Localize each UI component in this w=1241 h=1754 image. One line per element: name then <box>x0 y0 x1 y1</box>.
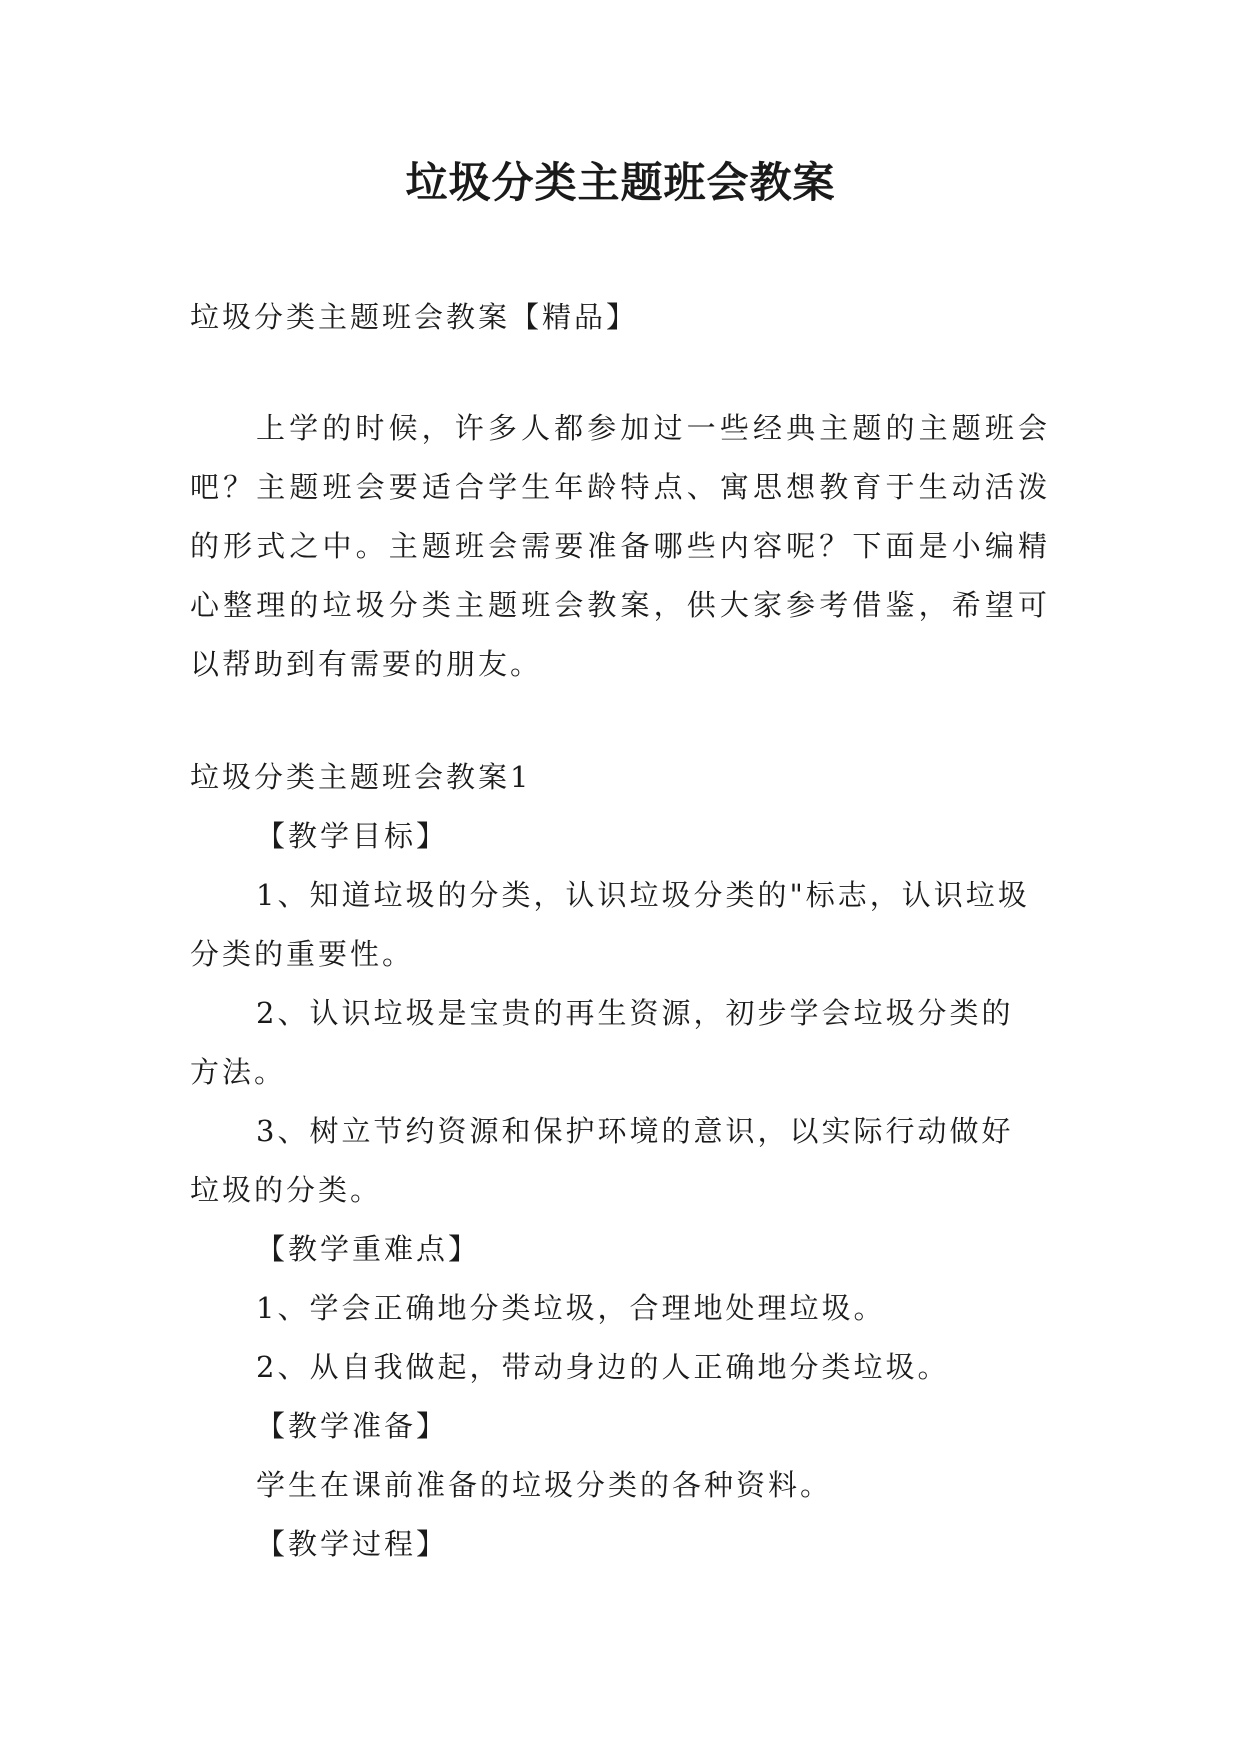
goal-2-line-1: 2、认识垃圾是宝贵的再生资源，初步学会垃圾分类的 <box>256 996 1014 1030</box>
section-heading: 垃圾分类主题班会教案1 <box>190 760 532 794</box>
document-body <box>190 288 1050 1574</box>
goal-1-line-1: 1、知道垃圾的分类，认识垃圾分类的"标志，认识垃圾 <box>256 878 1030 912</box>
goal-3-line-2: 垃圾的分类。 <box>190 1173 383 1207</box>
document-title: 垃圾分类主题班会教案 <box>405 158 836 207</box>
key-point-1: 1、学会正确地分类垃圾，合理地处理垃圾。 <box>256 1291 886 1325</box>
intro-paragraph: 上学的时候，许多人都参加过一些经典主题的主题班会吧？主题班会要适合学生年龄特点、寓思想教育于生动活泼的形式之中。主题班会需要准备哪些内容呢？下面是小编精心整理的垃圾分类主题班会教案，供大家参考借鉴，希望可以帮助到有需要的朋友。 <box>190 411 1050 681</box>
key-points-heading: 【教学重难点】 <box>256 1232 481 1266</box>
document-subtitle: 垃圾分类主题班会教案【精品】 <box>190 300 639 334</box>
preparation-text: 学生在课前准备的垃圾分类的各种资料。 <box>256 1468 833 1502</box>
goal-2-line-2: 方法。 <box>190 1055 287 1089</box>
process-heading: 【教学过程】 <box>256 1527 449 1561</box>
goal-1-line-2: 分类的重要性。 <box>190 937 415 971</box>
goals-heading: 【教学目标】 <box>256 819 449 853</box>
preparation-heading: 【教学准备】 <box>256 1409 449 1443</box>
goal-3-line-1: 3、树立节约资源和保护环境的意识，以实际行动做好 <box>256 1114 1014 1148</box>
key-point-2: 2、从自我做起，带动身边的人正确地分类垃圾。 <box>256 1350 950 1384</box>
